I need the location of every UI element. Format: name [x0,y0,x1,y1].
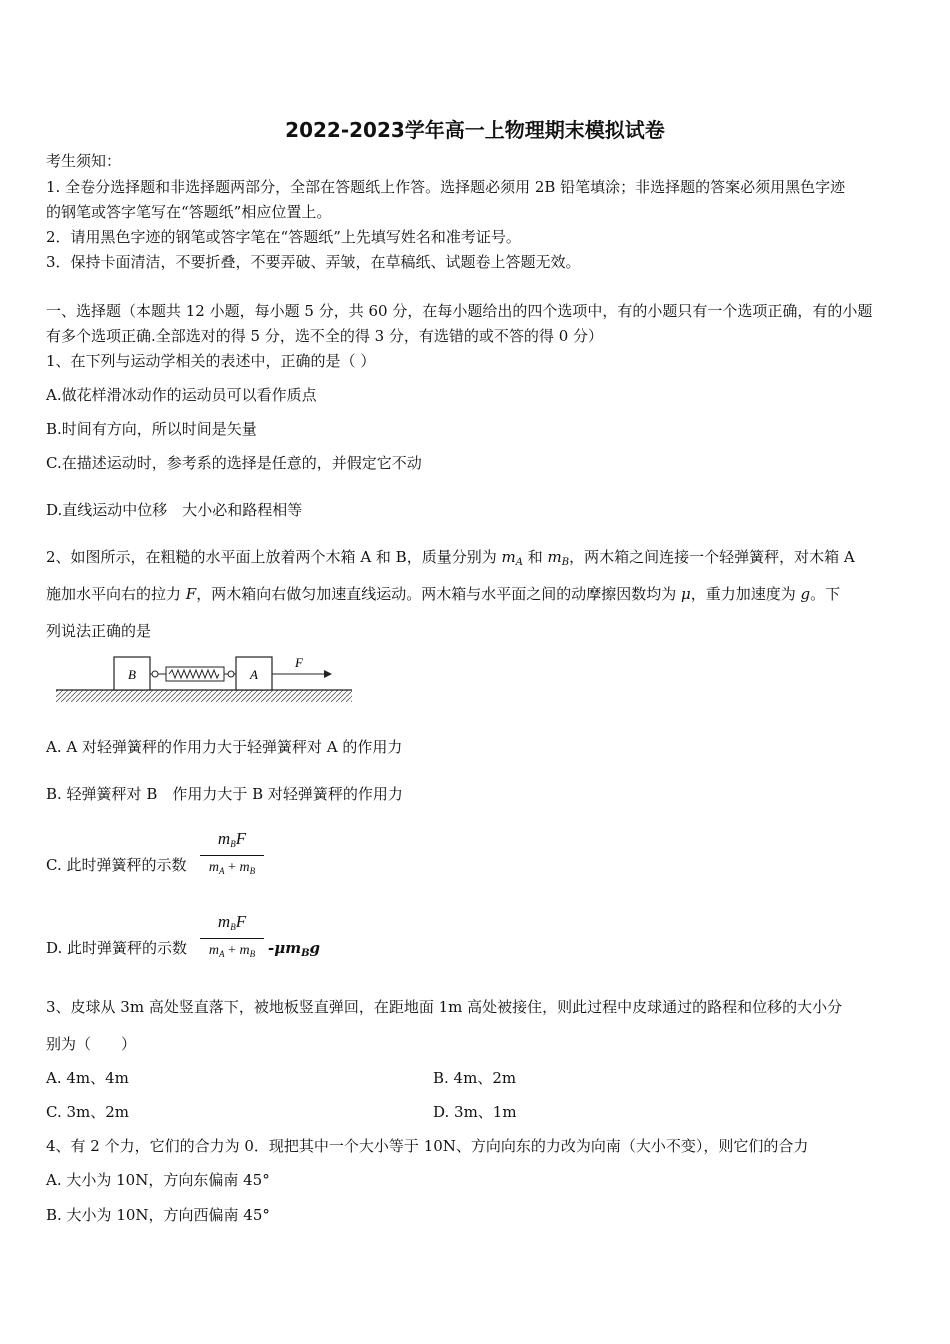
hook-left [152,671,158,677]
q1-option-d: D.直线运动中位移 大小必和路程相等 [46,501,303,519]
q3-stem-line-2: 别为（ ） [46,1035,137,1053]
q2-stem-line-2: 施加水平向右的拉力 F，两木箱向右做匀加速直线运动。两木箱与水平面之间的动摩擦因数均为 μ，重力加速度为 g。下 [46,585,841,603]
notice-heading: 考生须知： [46,152,122,170]
q1-option-b: B.时间有方向，所以时间是矢量 [46,420,257,438]
fraction-denominator: $m_A + m_B$ [208,860,256,876]
q2-option-d-tail: $-\mu m_Bg$ [268,939,321,959]
q3-option-b: B. 4m、2m [433,1069,517,1087]
fraction-numerator: mBF [217,829,247,849]
notice-item-1: 1. 全卷分选择题和非选择题两部分，全部在答题纸上作答。选择题必须用 2B 铅笔填涂；非选择题的答案必须用黑色字迹 [46,178,846,196]
q2-option-b: B. 轻弹簧秤对 B 作用力大于 B 对轻弹簧秤的作用力 [46,785,403,803]
q2-figure [56,652,356,708]
q4-option-b: B. 大小为 10N，方向西偏南 45° [46,1206,270,1224]
section-instructions-line-1: 一、选择题（本题共 12 小题，每小题 5 分，共 60 分，在每小题给出的四个选项中，有的小题只有一个选项正确，有的小题 [46,302,873,320]
q3-option-a: A. 4m、4m [46,1069,129,1087]
page-title: 2022-2023学年高一上物理期末模拟试卷 [285,118,665,142]
q3-option-d: D. 3m、1m [433,1103,517,1121]
q2-option-d: D. 此时弹簧秤的示数 [46,939,188,957]
box-b-label: B [128,667,136,682]
q2-option-c-fraction [200,829,264,880]
notice-item-1-cont: 的钢笔或答字笔写在“答题纸”相应位置上。 [46,203,332,221]
box-a-label: A [250,667,258,682]
section-instructions-line-2: 有多个选项正确.全部选对的得 5 分，选不全的得 3 分，有选错的或不答的得 0 分） [46,327,604,345]
hook-right [228,671,234,677]
q2-stem-line-1: 2、如图所示，在粗糙的水平面上放着两个木箱 A 和 B，质量分别为 $m_A$ 和 $m_B$，两木箱之间连接一个轻弹簧秤，对木箱 A [46,548,855,568]
q2-option-c: C. 此时弹簧秤的示数 [46,856,187,874]
fraction-bar [200,938,264,939]
q1-stem: 1、在下列与运动学相关的表述中，正确的是（ ） [46,352,376,370]
q1-option-c: C.在描述运动时，参考系的选择是任意的，并假定它不动 [46,454,422,472]
notice-item-3: 3．保持卡面清洁，不要折叠，不要弄破、弄皱，在草稿纸、试题卷上答题无效。 [46,253,581,271]
q3-stem-line-1: 3、皮球从 3m 高处竖直落下，被地板竖直弹回，在距地面 1m 高处被接住，则此过程中皮球通过的路程和位移的大小分 [46,998,843,1016]
q2-stem-line-3: 列说法正确的是 [46,622,152,640]
force-arrowhead [324,670,332,678]
ground-hatching [56,690,352,702]
fraction-numerator: mBF [217,912,247,932]
q3-option-c: C. 3m、2m [46,1103,130,1121]
notice-item-2: 2．请用黑色字迹的钢笔或答字笔在“答题纸”上先填写姓名和准考证号。 [46,228,521,246]
q4-stem: 4、有 2 个力，它们的合力为 0．现把其中一个大小等于 10N、方向向东的力改为向南（大小不变），则它们的合力 [46,1137,809,1155]
q1-option-a: A.做花样滑冰动作的运动员可以看作质点 [46,386,317,404]
q4-option-a: A. 大小为 10N，方向东偏南 45° [46,1171,270,1189]
fraction-bar [200,855,264,856]
force-label: F [295,655,303,670]
q2-option-d-fraction [200,912,264,963]
q2-option-a: A. A 对轻弹簧秤的作用力大于轻弹簧秤对 A 的作用力 [46,738,403,756]
fraction-denominator: $m_A + m_B$ [208,943,256,959]
